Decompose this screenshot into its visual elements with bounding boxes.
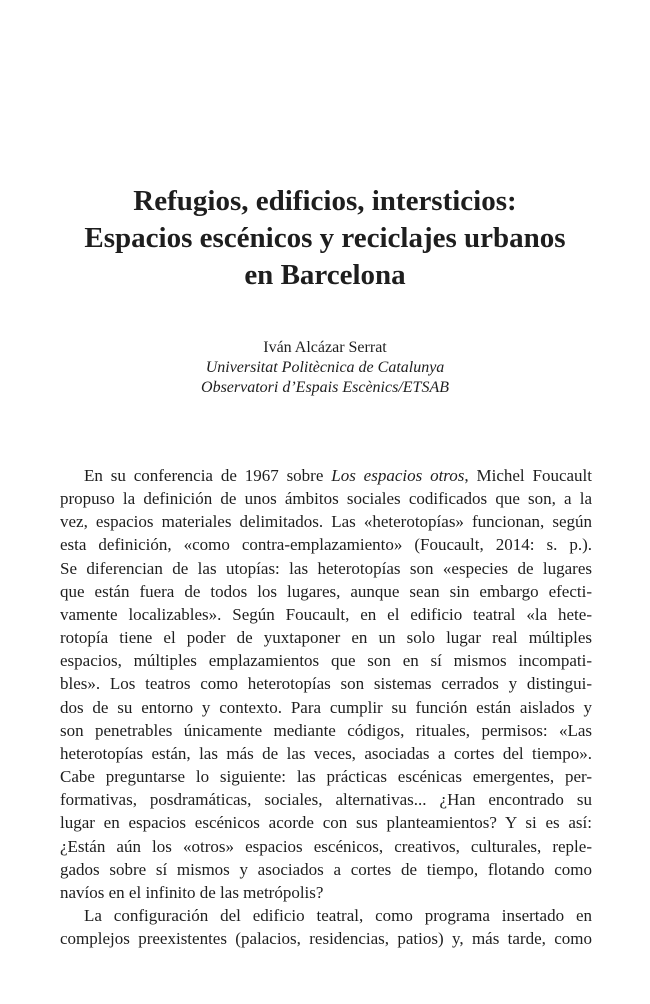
paragraph-1-line: lugar en espacios escénicos acorde con sus planteamientos? Y si es así: [60,813,592,833]
paragraph-1-line: que están fuera de todos los lugares, aunque sean sin embargo efecti- [60,581,592,601]
paragraph-1-line: espacios, múltiples emplazamientos que son en sí mismos incompati- [60,651,592,671]
paragraph-1-line-1 [60,464,592,487]
affiliation-observatory: Observatori d’Espais Escènics/ETSAB [201,379,449,396]
paragraph-1-line: ¿Están aún los «otros» espacios escénicos, creativos, culturales, reple- [60,836,592,856]
paragraph-1-line: dos de su entorno y contexto. Para cumplir su función están aislados y [60,697,592,717]
text-run: En su conferencia de 1967 sobre [84,466,332,485]
paragraph-2-line: complejos preexistentes (palacios, residencias, patios) y, más tarde, como [60,929,592,949]
paragraph-1-line: Cabe preguntarse lo siguiente: las prácticas escénicas emergentes, per- [60,767,592,787]
paragraph-2-line-1: La configuración del edificio teatral, como programa insertado en [84,905,592,925]
body-text [60,464,592,950]
paragraph-1-line: vamente localizables». Según Foucault, en el edificio teatral «la hete- [60,604,592,624]
paragraph-1-last-line: navíos en el infinito de las metrópolis? [60,882,324,902]
text-run: , Michel Foucault [464,466,592,485]
paragraph-1-line: formativas, posdramáticas, sociales, alternativas... ¿Han encontrado su [60,790,592,810]
affiliation-university: Universitat Politècnica de Catalunya [205,359,445,376]
title-line-1: Refugios, edificios, intersticios: [133,185,517,217]
paragraph-1-line: rotopía tiene el poder de yuxtaponer en un solo lugar real múltiples [60,628,592,648]
title-line-2: Espacios escénicos y reciclajes urbanos [84,222,566,254]
paragraph-1-line: gados sobre sí mismos y asociados a cortes de tiempo, flotando como [60,859,592,879]
paragraph-1-line: heterotopías están, las más de las veces, asociadas a cortes del tiempo». [60,743,592,763]
paragraph-1-line: bles». Los teatros como heterotopías son sistemas cerrados y distingui- [60,674,592,694]
paragraph-1-line: Se diferencian de las utopías: las heterotopías son «especies de lugares [60,558,592,578]
author-name: Iván Alcázar Serrat [263,339,387,356]
author-block [60,338,590,398]
paragraph-1-line: vez, espacios materiales delimitados. Las «heterotopías» funcionan, según [60,512,592,532]
paragraph-1-line: son penetrables únicamente mediante códigos, rituales, permisos: «Las [60,720,592,740]
title-line-3: en Barcelona [244,259,406,291]
chapter-title [40,183,610,294]
paragraph-1-line: propuso la definición de unos ámbitos sociales codificados que son, a la [60,489,592,509]
paragraph-1-line: esta definición, «como contra-emplazamiento» (Foucault, 2014: s. p.). [60,535,592,555]
cited-work-title: Los espacios otros [331,466,465,485]
